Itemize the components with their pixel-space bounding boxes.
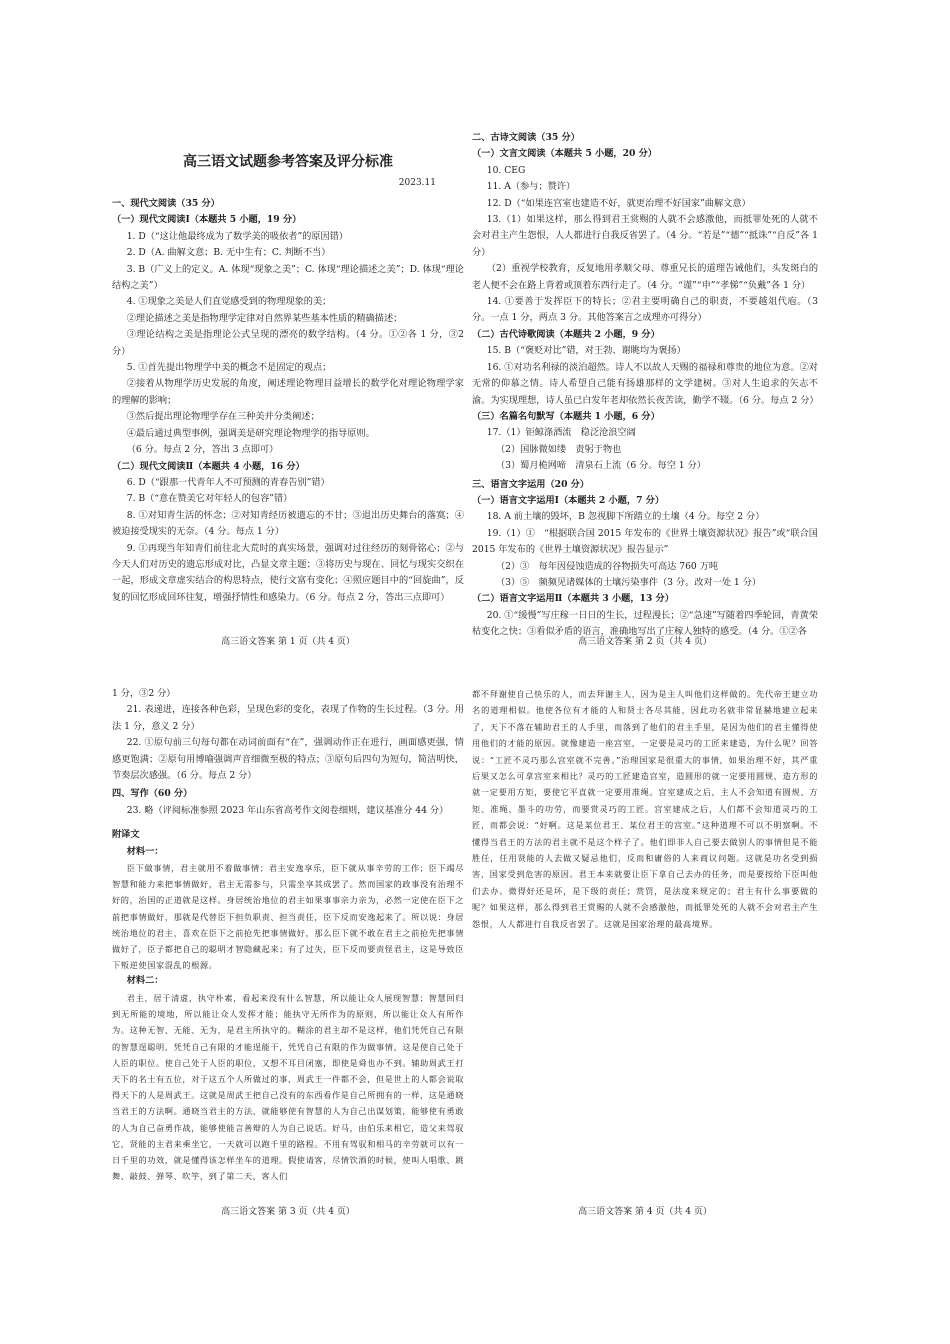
subsection-heading: （三）名篇名句默写（本题共 1 小题，6 分） bbox=[472, 410, 660, 422]
answer-item: 10. CEG bbox=[486, 164, 526, 176]
answer-item: ④最后通过典型事例，强调美是研究理论物理学的指导原则。 bbox=[126, 427, 375, 439]
answer-item: 13.（1）如果这样，那么得到君王赏赐的人就不会感激他，而抵罪处死的人就不会对君主产生怨恨，人人都进行自我反省罢了。（4 分。“若是”“德”“抵诛”“自反”各 1 分） bbox=[472, 214, 818, 258]
translation-paragraph: 都不拜谢使自己快乐的人，而去拜谢主人，因为是主人叫他们这样做的。先代帝王建立功名的道理相似。他使各位有才能的人和贤士各尽其能，因此功名就非常显赫地建立起来了，天下不落在辅助君王的人手里，而落到了他们的君主手里，是因为他们的君主懂得使用他们的才能的原因。就像建造一座宫室，一定要是灵巧的工匠来建造，为什么呢？回答说：“工匠不灵巧那么宫室就不完善。”治理国家是很重大的事情，如果治理不好，其严重后果又怎么可拿宫室来相比？灵巧的工匠建造宫室，造圆形的就一定要用圆规，造方形的就一定要用方矩，要使它平直就一定要用准绳。宫室建成之后，主人不会知道有圆规、方矩、准绳、墨斗的功劳，而要赏灵巧的工匠。宫室建成之后，人们都不会知道灵巧的工匠，而都会说：“好啊。这是某位君王、某位君王的宫室。”这种道理不可以不明察啊。不懂得当君王的方法的君主就不是这个样子了。他们即非人自己要去做别人的事情但是不能胜任，任用贤能的人去做又疑忌他们，反而和庸俗的人来商议问题。这就是功名受到损害，国家受到危害的原因。君王本来就要让臣下拿自己去办的任务，而是要按给下臣叫他们去办。微得好还是坏，是下级的责任；赏罚，是法度来规定的；君主有什么事要做的呢？如果这样，那么得到君王赏赐的人就不会感激他，而抵罪处死的人就不会对君主产生怨恨，人人都进行自我反省罢了。这就是国家治理的最高境界。 bbox=[472, 689, 818, 929]
translation-heading: 附译文 bbox=[112, 829, 140, 841]
answer-page-4 bbox=[472, 686, 818, 1220]
answer-item: （3）⑤ 频频见诸媒体的土壤污染事件（3 分。改对一处 1 分） bbox=[495, 576, 762, 588]
page-title: 高三语文试题参考答案及评分标准 bbox=[183, 154, 393, 170]
answer-item: ③理论结构之美是指理论公式呈现的漂亮的数学结构。（4 分。①②各 1 分，③2 分） bbox=[112, 329, 464, 357]
answer-item: 14. ①要善于发挥臣下的特长；②君主要明确自己的职责，不要越俎代庖。（3 分。一点 1 分，两点 3 分。其他答案言之成理亦可得分） bbox=[472, 296, 818, 324]
answer-item: 22. ①原句前三句每句都在动词前面有“在”，强调动作正在进行，画面感更强，情感更饱满；②原句用博喻强调声音细微至极的特点；③原句后四句为短句，简洁明快，节奏层次感强。（6 分。每点 2 分） bbox=[112, 737, 464, 782]
answer-item: 8. ①对知青生活的怀念；②对知青经历被遗忘的不甘；③退出历史舞台的落寞；④被迫接受现实的无奈。（4 分。每点 1 分） bbox=[112, 509, 464, 538]
page-footer: 高三语文答案 第 3 页（共 4 页） bbox=[221, 1206, 355, 1217]
answer-item: 12. D（“如果连宫室也建造不好，就更治理不好国家”曲解文意） bbox=[486, 197, 751, 209]
page-footer: 高三语文答案 第 2 页（共 4 页） bbox=[578, 636, 712, 647]
answer-item: 1. D（“这让他最终成为了数学美的吸依者”的原因错） bbox=[126, 230, 349, 242]
answer-item: 15. B（“褒贬对比”错，对王勃、谢眺均为褒扬） bbox=[486, 345, 686, 357]
answer-item: 23. 略（评阅标准参照 2023 年山东省高考作文阅卷细则，建议基准分 44 分） bbox=[126, 804, 449, 816]
answer-item: 3. B（广义上的定义。A. 体现“现象之美”；C. 体现“理论描述之美”；D. 体现“理论结构之美”） bbox=[112, 263, 464, 292]
subsection-heading: （一）现代文阅读Ⅰ（本题共 5 小题，19 分） bbox=[112, 214, 302, 226]
answer-item: 5. ①首先提出物理学中美的概念不是固定的观点； bbox=[126, 362, 332, 374]
answer-page-1 bbox=[112, 128, 464, 650]
translation-paragraph: 臣下做事情，君主就用不着做事情；君主安逸享乐，臣下就从事辛劳的工作；臣下竭尽智慧和能力来把事情做好，君主无需参与，只需坐享其成罢了。然而国家的政事没有治理不好的，治国的正道就是这样。身居统治地位的君主如果事事亲力亲为，必然一定使在臣下之前把事情做好，那就是代替臣下担负职责、担当责任，臣下反而安逸起来了。所以说：身居统治地位的君主，喜欢在臣下之前抢先把事情做好，那么臣下就不敢在君主之前抢先把事情做好了，臣子都把自己的聪明才智隐藏起来；有了过失，臣下反而要责怪君主，这是导致臣下叛逆使国家混乱的根源。 bbox=[112, 863, 464, 971]
answer-item: 19.（1）① “根据联合国 2015 年发布的《世界土壤资源状况》报告”或“联合国 2015 年发布的《世界土壤资源状况》报告显示” bbox=[472, 527, 818, 556]
answer-item: 7. B（“意在赞美它对年轻人的包容”错） bbox=[126, 493, 293, 505]
subsection-heading: （一）文言文阅读（本题共 5 小题，20 分） bbox=[472, 148, 657, 160]
page-footer: 高三语文答案 第 4 页（共 4 页） bbox=[578, 1206, 712, 1217]
translation-paragraph: 君主，居于清虚，执守朴素，看起来没有什么智慧，所以能让众人展现智慧；智慧回归到无所能的境地，所以能让众人发挥才能；能执守无所作为的原则，所以能让众人有所作为。这种无智、无能、无为，是君主所执守的。糊涂的君主却不是这样，他们凭凭自己有限的智慧逞聪明，凭凭自己有限的才能逞能干，凭凭自己有限的作为做事情，这是使自己处于人臣的职位。使自己处于人臣的职位，又想不耳目闭塞，即使是舜也办不到。辅助周武王打天下的名士有五位，对于这五个人所做过的事，周武王一件都不会，但是世上的人都会说取得天下的人是周武王。这就是周武王把自己没有的东西看作是自己所拥有的一样，这是通晓当君王的方法啊。通晓当君主的方法，就能够使有智慧的人为自己出谋划策，能够使有勇敢的人为自己奋勇作战，能够使能言善辩的人为自己说话。好马，由伯乐来相它，造父来驾驭它，贤能的主君来乘坐它，一天就可以跑千里的路程。不用有驾驭和相马的辛劳就可以有一日千里的功效，就是懂得该怎样坐车的道理。假使请客，尽情饮酒的时候，使叫人唱歌、跳舞、敲鼓、弹琴、吹竽，到了第二天，客人们 bbox=[112, 992, 464, 1182]
answer-continuation: 1 分，③2 分） bbox=[112, 688, 176, 699]
subsection-heading: （二）古代诗歌阅读（本题共 2 小题，9 分） bbox=[472, 328, 660, 340]
answer-item: 11. A（参与；赞许） bbox=[486, 181, 576, 193]
subsection-heading: （一）语言文字运用Ⅰ（本题共 2 小题，7 分） bbox=[472, 494, 665, 506]
answer-item: （2）国脉微如缕 责躬于物也 bbox=[495, 443, 622, 455]
answer-page-2 bbox=[472, 128, 818, 650]
section-heading: 四、写作（60 分） bbox=[112, 788, 193, 800]
exam-date: 2023.11 bbox=[398, 178, 436, 188]
answer-item: 16. ①对功名利禄的淡泊超然。诗人不以故人天赐的福禄和尊贵的地位为意。②对无常的仰慕之情。诗人希望自己能有扬雄那样的文学建树。③对人生追求的矢志不渝。为实现理想，诗人虽已白发年老却依然长夜苦读，勤学不辍。（6 分。每点 2 分） bbox=[472, 361, 819, 406]
answer-item: 9. ①再现当年知青们前往北大荒时的真实场景，强调对过往经历的刻骨铭心；②与今天人们对历史的遗忘形成对比，凸显文章主题；③将历史与现在、回忆与现实交织在一起，形成文章虚实结合的构思特点，使行文富有变化；④照应题目中的“回旋曲”，反复的回忆形成回环往复，增强抒情性和感染力。（6 分。每点 2 分，答出三点即可） bbox=[112, 542, 464, 603]
answer-item: （2）重视学校教育，反复地用孝顺父母、尊重兄长的道理告诫他们，头发斑白的老人便不会在路上背着或顶着东西行走了。（4 分。“谨”“申”“孝悌”“负戴”各 1 分） bbox=[472, 263, 819, 291]
section-heading: 二、古诗文阅读（35 分） bbox=[472, 132, 580, 143]
answer-item: 6. D（“跟那一代青年人不可预测的青春告别”错） bbox=[126, 476, 330, 488]
answer-item: ③然后提出理论物理学存在三种美并分类阐述； bbox=[126, 411, 320, 423]
subsection-heading: （二）现代文阅读Ⅱ（本题共 4 小题，16 分） bbox=[112, 460, 305, 472]
answer-item: 4. ①现象之美是人们直觉感受到的物理现象的美； bbox=[126, 296, 332, 308]
answer-page-3 bbox=[112, 686, 464, 1220]
answer-item: 21. 表递进，连接各种色彩，呈现色彩的变化，表现了作物的生长过程。（3 分。用法 1 分，意义 2 分） bbox=[112, 704, 464, 732]
section-heading: 一、现代文阅读（35 分） bbox=[112, 198, 220, 209]
page-footer: 高三语文答案 第 1 页（共 4 页） bbox=[221, 636, 355, 647]
material-label: 材料一： bbox=[126, 845, 164, 857]
answer-item: 2. D（A. 曲解文意；B. 无中生有；C. 判断不当） bbox=[126, 247, 331, 259]
answer-item: 17.（1）钜鲸涤酒流 稳泛沧浪空阔 bbox=[486, 427, 636, 439]
subsection-heading: （二）语言文字运用Ⅱ（本题共 3 小题，13 分） bbox=[472, 593, 674, 605]
answer-item: （6 分。每点 2 分，答出 3 点即可） bbox=[126, 444, 279, 456]
answer-item: 18. A 前土壤的毁坏，B 忽视脚下所踏立的土壤（4 分。每空 2 分） bbox=[486, 511, 765, 523]
answer-item: （3）蜀月桅网啼 清泉石上流（6 分。每空 1 分） bbox=[495, 460, 706, 472]
answer-item: （2）③ 每年因侵蚀造成的谷物损失可高达 760 万吨 bbox=[495, 560, 719, 572]
section-heading: 三、语言文字运用（20 分） bbox=[472, 478, 590, 490]
answer-item: ②理论描述之美是指物理学定律对自然界某些基本性质的精确描述； bbox=[126, 312, 403, 324]
material-label: 材料二： bbox=[126, 975, 164, 987]
answer-item: ②接着从物理学历史发展的角度，阐述理论物理目益增长的数学化对理论物理学家的理解的影响； bbox=[112, 378, 464, 406]
answer-item: 20. ①“缓慢”写庄稼一日日的生长，过程漫长；②“急速”写随着四季轮回，青黄荣枯变化之快；③看似矛盾的语言，准确地写出了庄稼人独特的感受。（4 分。①②各 bbox=[472, 609, 818, 638]
